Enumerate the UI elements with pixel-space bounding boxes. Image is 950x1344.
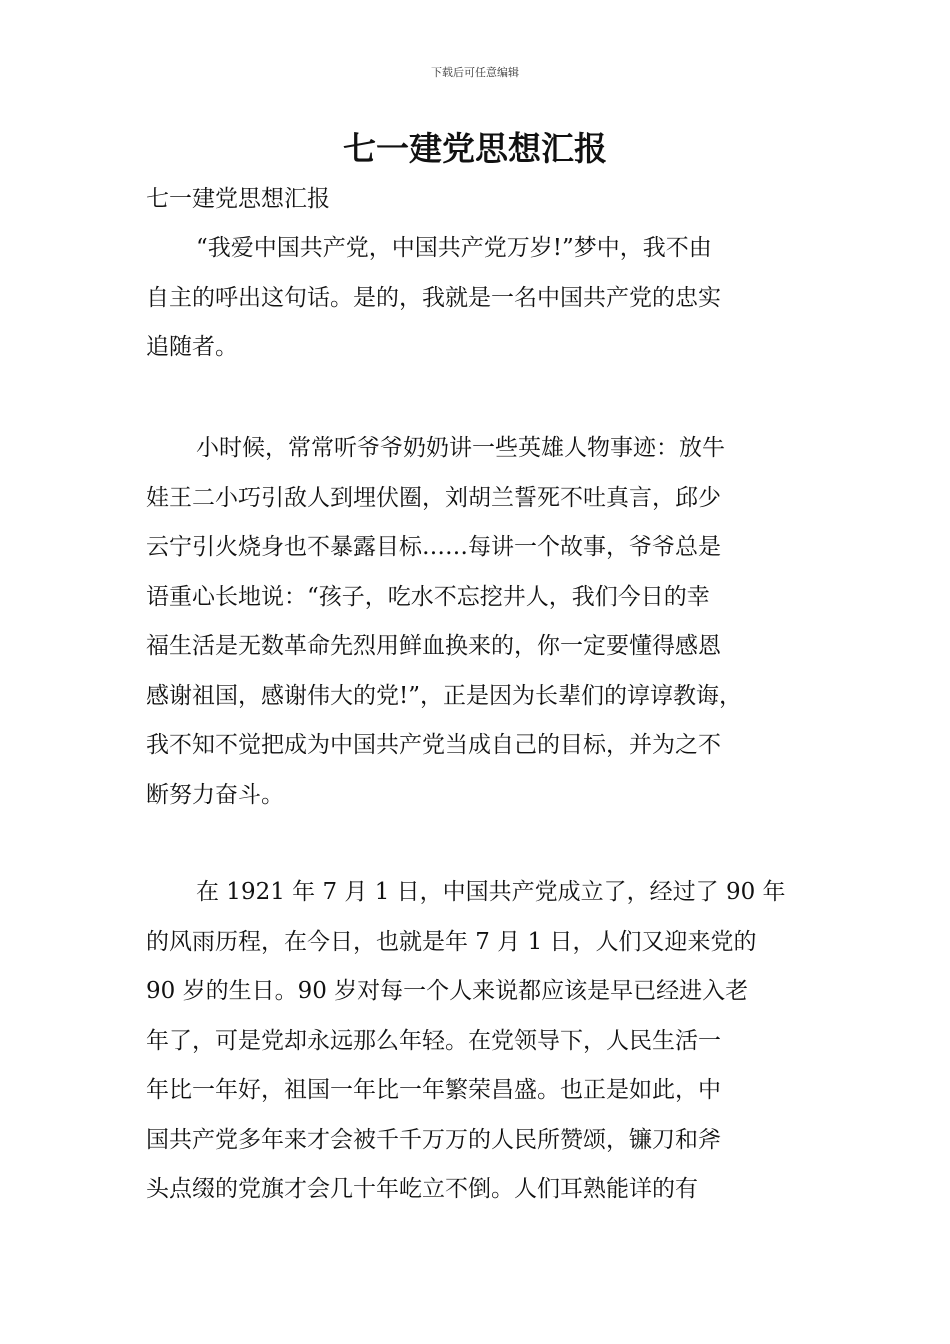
paragraph-line: 年比一年好，祖国一年比一年繁荣昌盛。也正是如此，中 <box>146 1077 721 1103</box>
paragraph-line: 的风雨历程，在今日，也就是年 7 月 1 日，人们又迎来党的 <box>146 928 757 955</box>
paragraph-line: 在 1921 年 7 月 1 日，中国共产党成立了，经过了 90 年 <box>196 879 786 905</box>
document-subtitle: 七一建党思想汇报 <box>146 186 330 212</box>
document-title: 七一建党思想汇报 <box>343 129 607 168</box>
paragraph-line: “我爱中国共产党，中国共产党万岁!”梦中，我不由 <box>196 235 712 261</box>
paragraph-line: 国共产党多年来才会被千千万万的人民所赞颂，镰刀和斧 <box>146 1126 721 1153</box>
paragraph-line: 语重心长地说：“孩子，吃水不忘挖井人，我们今日的幸 <box>146 583 710 610</box>
paragraph-line: 我不知不觉把成为中国共产党当成自己的目标，并为之不 <box>146 732 721 758</box>
page-header-note: 下载后可任意编辑 <box>431 66 519 79</box>
paragraph-line: 小时候，常常听爷爷奶奶讲一些英雄人物事迹：放牛 <box>196 435 725 461</box>
paragraph-2 <box>146 424 806 820</box>
paragraph-line: 自主的呼出这句话。是的，我就是一名中国共产党的忠实 <box>146 284 721 311</box>
paragraph-line: 追随者。 <box>146 334 238 360</box>
paragraph-line: 90 岁的生日。90 岁对每一个人来说都应该是早已经进入老 <box>146 978 749 1004</box>
paragraph-line: 年了，可是党却永远那么年轻。在党领导下，人民生活一 <box>146 1027 721 1054</box>
paragraph-line: 福生活是无数革命先烈用鲜血换来的，你一定要懂得感恩 <box>146 633 721 659</box>
paragraph-line: 娃王二小巧引敌人到埋伏圈，刘胡兰誓死不吐真言，邱少 <box>146 484 721 511</box>
paragraph-line: 云宁引火烧身也不暴露目标……每讲一个故事，爷爷总是 <box>146 534 721 560</box>
paragraph-1 <box>146 224 806 373</box>
paragraph-line: 断努力奋斗。 <box>146 781 284 808</box>
paragraph-line: 头点缀的党旗才会几十年屹立不倒。人们耳熟能详的有 <box>146 1176 698 1202</box>
paragraph-3 <box>146 868 806 1215</box>
paragraph-line: 感谢祖国，感谢伟大的党!”，正是因为长辈们的谆谆教诲， <box>146 682 743 709</box>
